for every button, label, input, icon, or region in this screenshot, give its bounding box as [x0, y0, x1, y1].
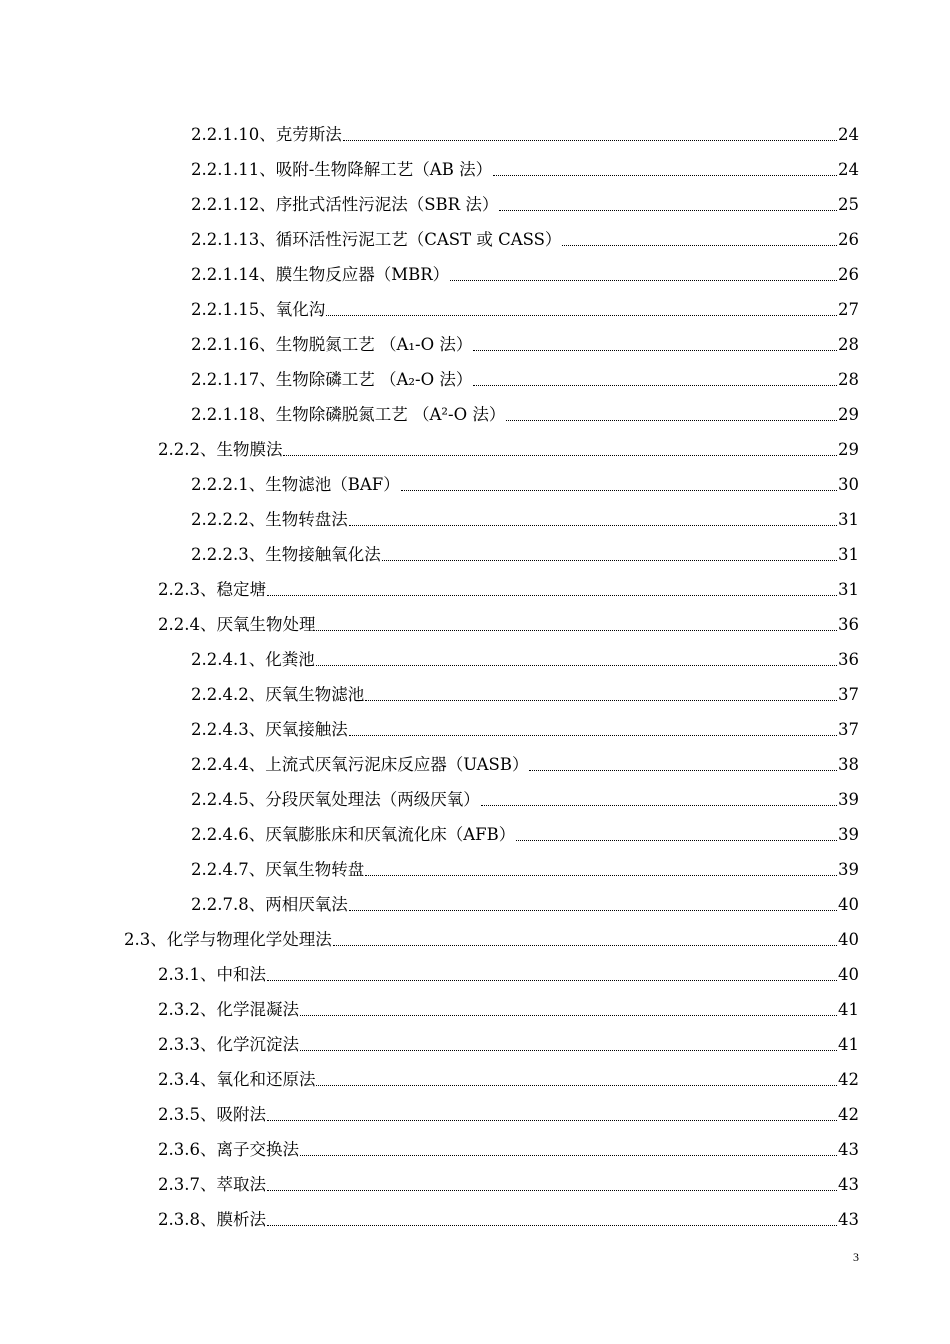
toc-entry[interactable]	[0, 887, 950, 922]
toc-entry-title: 2.3.4、氧化和还原法	[158, 1070, 316, 1089]
toc-entry[interactable]	[0, 362, 950, 397]
toc-entry[interactable]	[0, 537, 950, 572]
toc-dot-leader	[349, 502, 837, 537]
toc-entry-page: 43	[838, 1210, 859, 1229]
toc-entry-title: 2.2.1.15、氧化沟	[191, 300, 326, 319]
toc-entry-title: 2.2.4.4、上流式厌氧污泥床反应器（UASB）	[191, 755, 529, 774]
toc-entry-page: 24	[838, 160, 859, 179]
toc-dot-leader	[267, 957, 837, 992]
toc-entry-page: 41	[838, 1035, 859, 1054]
toc-dot-leader	[493, 152, 837, 187]
toc-dot-leader	[300, 992, 837, 1027]
toc-entry-page: 30	[838, 475, 859, 494]
toc-dot-leader	[349, 887, 837, 922]
toc-dot-leader	[401, 467, 837, 502]
toc-entry-title: 2.2.2、生物膜法	[158, 440, 283, 459]
toc-entry-page: 31	[838, 510, 859, 529]
toc-dot-leader	[365, 852, 837, 887]
toc-entry-title: 2.2.1.13、循环活性污泥工艺（CAST 或 CASS）	[191, 230, 562, 249]
toc-entry-page: 36	[838, 615, 859, 634]
toc-entry-page: 29	[838, 405, 859, 424]
toc-entry[interactable]	[0, 1097, 950, 1132]
toc-entry[interactable]	[0, 1167, 950, 1202]
toc-entry-title: 2.2.1.16、生物脱氮工艺 （A₁-O 法）	[191, 335, 473, 354]
toc-entry[interactable]	[0, 782, 950, 817]
toc-entry-title: 2.3.6、离子交换法	[158, 1140, 299, 1159]
page-number: 3	[853, 1250, 859, 1264]
toc-entry-title: 2.3.7、萃取法	[158, 1175, 266, 1194]
toc-entry-page: 42	[838, 1105, 859, 1124]
toc-dot-leader	[267, 1167, 837, 1202]
toc-entry-title: 2.3.8、膜析法	[158, 1210, 266, 1229]
toc-entry[interactable]	[0, 467, 950, 502]
toc-dot-leader	[316, 642, 837, 677]
toc-entry-title: 2.2.2.2、生物转盘法	[191, 510, 348, 529]
toc-entry-title: 2.3.3、化学沉淀法	[158, 1035, 299, 1054]
toc-entry-page: 27	[838, 300, 859, 319]
toc-entry[interactable]	[0, 572, 950, 607]
toc-entry[interactable]	[0, 432, 950, 467]
toc-entry-title: 2.2.1.18、生物除磷脱氮工艺 （A²-O 法）	[191, 405, 506, 424]
toc-dot-leader	[562, 222, 837, 257]
toc-entry[interactable]	[0, 397, 950, 432]
toc-entry-page: 39	[838, 825, 859, 844]
toc-entry-title: 2.2.1.11、吸附-生物降解工艺（AB 法）	[191, 160, 493, 179]
toc-entry-page: 37	[838, 685, 859, 704]
toc-entry-page: 41	[838, 1000, 859, 1019]
toc-entry-title: 2.2.3、稳定塘	[158, 580, 266, 599]
toc-dot-leader	[300, 1132, 837, 1167]
toc-entry-page: 31	[838, 545, 859, 564]
toc-entry-title: 2.2.4.7、厌氧生物转盘	[191, 860, 365, 879]
toc-entry-page: 39	[838, 860, 859, 879]
toc-entry-title: 2.3.1、中和法	[158, 965, 266, 984]
toc-dot-leader	[499, 187, 837, 222]
toc-dot-leader	[333, 922, 837, 957]
toc-entry[interactable]	[0, 747, 950, 782]
toc-entry-title: 2.2.7.8、两相厌氧法	[191, 895, 348, 914]
toc-dot-leader	[316, 1062, 837, 1097]
toc-entry[interactable]	[0, 817, 950, 852]
toc-entry-title: 2.2.4.5、分段厌氧处理法（两级厌氧）	[191, 790, 480, 809]
toc-entry-page: 37	[838, 720, 859, 739]
toc-entry-page: 26	[838, 265, 859, 284]
toc-entry-page: 39	[838, 790, 859, 809]
toc-entry[interactable]	[0, 187, 950, 222]
toc-entry[interactable]	[0, 152, 950, 187]
toc-dot-leader	[365, 677, 837, 712]
toc-entry-title: 2.2.1.17、生物除磷工艺 （A₂-O 法）	[191, 370, 473, 389]
toc-entry-page: 42	[838, 1070, 859, 1089]
toc-entry-page: 26	[838, 230, 859, 249]
toc-entry[interactable]	[0, 957, 950, 992]
toc-entry[interactable]	[0, 712, 950, 747]
toc-dot-leader	[529, 747, 837, 782]
toc-entry-title: 2.3.2、化学混凝法	[158, 1000, 299, 1019]
toc-entry-title: 2.3、化学与物理化学处理法	[124, 930, 332, 949]
toc-entry[interactable]	[0, 292, 950, 327]
toc-entry[interactable]	[0, 327, 950, 362]
toc-dot-leader	[267, 1202, 837, 1237]
toc-entry-page: 24	[838, 125, 859, 144]
toc-entry[interactable]	[0, 607, 950, 642]
toc-dot-leader	[343, 117, 837, 152]
toc-entry[interactable]	[0, 1202, 950, 1237]
toc-dot-leader	[516, 817, 837, 852]
toc-entry[interactable]	[0, 642, 950, 677]
toc-entry-page: 31	[838, 580, 859, 599]
toc-entry-title: 2.2.2.3、生物接触氧化法	[191, 545, 381, 564]
toc-entry-title: 2.2.2.1、生物滤池（BAF）	[191, 475, 400, 494]
toc-entry-title: 2.2.4.3、厌氧接触法	[191, 720, 348, 739]
toc-entry-page: 36	[838, 650, 859, 669]
toc-dot-leader	[326, 292, 837, 327]
toc-dot-leader	[267, 572, 837, 607]
toc-dot-leader	[316, 607, 837, 642]
toc-entry[interactable]	[0, 222, 950, 257]
toc-dot-leader	[283, 432, 837, 467]
toc-entry-page: 25	[838, 195, 859, 214]
toc-entry-page: 43	[838, 1140, 859, 1159]
toc-entry-title: 2.2.4、厌氧生物处理	[158, 615, 316, 634]
toc-entry[interactable]	[0, 117, 950, 152]
toc-entry-page: 38	[838, 755, 859, 774]
toc-entry-title: 2.2.1.12、序批式活性污泥法（SBR 法）	[191, 195, 499, 214]
toc-dot-leader	[450, 257, 837, 292]
toc-entry[interactable]	[0, 677, 950, 712]
toc-entry-page: 40	[838, 930, 859, 949]
toc-entry-page: 28	[838, 335, 859, 354]
toc-entry-page: 40	[838, 895, 859, 914]
toc-entry-title: 2.2.4.6、厌氧膨胀床和厌氧流化床（AFB）	[191, 825, 516, 844]
toc-entry[interactable]	[0, 1132, 950, 1167]
toc-dot-leader	[267, 1097, 837, 1132]
toc-entry-title: 2.2.4.1、化粪池	[191, 650, 315, 669]
toc-entry-page: 29	[838, 440, 859, 459]
toc-entry-page: 40	[838, 965, 859, 984]
toc-dot-leader	[382, 537, 837, 572]
toc-entry[interactable]	[0, 992, 950, 1027]
toc-entry-page: 28	[838, 370, 859, 389]
toc-entry-title: 2.3.5、吸附法	[158, 1105, 266, 1124]
toc-entry[interactable]	[0, 1062, 950, 1097]
toc-dot-leader	[506, 397, 837, 432]
toc-dot-leader	[481, 782, 837, 817]
toc-entry-title: 2.2.1.10、克劳斯法	[191, 125, 342, 144]
table-of-contents	[0, 117, 950, 1237]
toc-entry-title: 2.2.1.14、膜生物反应器（MBR）	[191, 265, 450, 284]
toc-dot-leader	[473, 362, 837, 397]
toc-entry-page: 43	[838, 1175, 859, 1194]
toc-entry[interactable]	[0, 922, 950, 957]
toc-entry[interactable]	[0, 852, 950, 887]
toc-dot-leader	[349, 712, 837, 747]
toc-dot-leader	[300, 1027, 837, 1062]
toc-dot-leader	[473, 327, 837, 362]
toc-entry[interactable]	[0, 502, 950, 537]
toc-entry-title: 2.2.4.2、厌氧生物滤池	[191, 685, 365, 704]
toc-entry[interactable]	[0, 257, 950, 292]
toc-entry[interactable]	[0, 1027, 950, 1062]
